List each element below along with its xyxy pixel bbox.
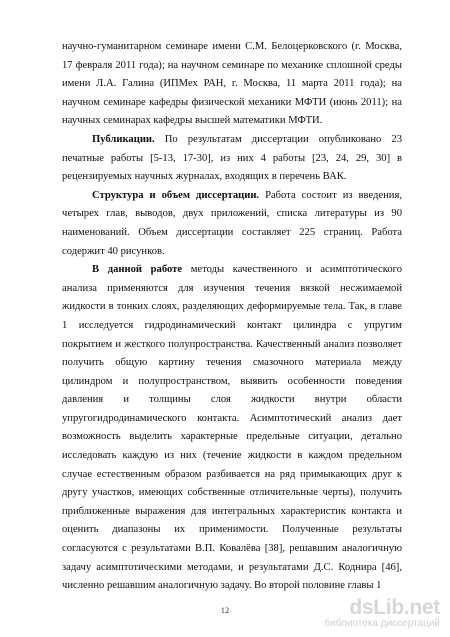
paragraph-structure-text: Работа состоит из введения, четырех глав, выводов, двух приложений, списка литературы из 90 наименований. Объем диссертации составляет 225 страниц. Работа содержит 40 рисунков.: [62, 189, 402, 257]
paragraph-publications-text: По результатам диссертации опубликовано 23 печатные работы [5-13, 17-30], из них 4 работы [23, 24, 29, 30] в рецензируемых научных журналах, входящих в перечень ВАК.: [62, 133, 402, 183]
paragraph-this-work-heading: В данной работе: [92, 264, 183, 276]
page-number: 12: [220, 605, 230, 615]
dslib-watermark: [322, 597, 440, 633]
paragraph-structure: [62, 187, 402, 261]
paragraph-publications-heading: Публикации.: [92, 133, 155, 145]
paragraph-seminars-text: научно-гуманитарном семинаре имени С.М. Белоцерковского (г. Москва, 17 февраля 2011 года); на научном семинаре по механике сплошной среды имени Л.А. Галина (ИПМех РАН, г. Москва, 11 марта 2011 года); на научном семинаре кафедры физической механики МФТИ (июнь 2011); на научных семинарах кафедры высшей математики МФТИ.: [62, 41, 402, 127]
paragraph-this-work-text: методы качественного и асимптотического анализа применяются для изучения течения вязкой несжимаемой жидкости в тонких слоях, разделяющих деформируемые тела. Так, в главе 1 исследуется гидродинамический контакт цилиндра с упругим покрытием и жесткого полупространства. Качественный анализ позволяет получить общую картину течения смазочного материала между цилиндром и полупространством, выявить особенности поведения давления и толщины слоя жидкости внутри области упругогидродинамического контакта. Асимптотический анализ дает возможность выделить характерные предельные ситуации, детально исследовать каждую из них (течение жидкости в каждом предельном случае естественным образом разбивается на ряд примыкающих друг к другу участков, имеющих собственные отличительные черты), получить приближенные выражения для интегральных характеристик контакта и оценить диапазоны их применимости. Полученные результаты согласуются с результатами В.П. Ковалёва [38], решавшим аналогичную задачу асимптотическими методами, и результатами Д.С. Коднира [46], численно решавшим аналогичную задачу. Во второй половине главы 1: [62, 264, 402, 592]
watermark-logo-text: dsLib.net: [349, 596, 440, 619]
paragraph-structure-heading: Структура и объем диссертации.: [92, 189, 260, 201]
paragraph-seminars: [62, 38, 402, 131]
watermark-subtitle: библиотека диссертаций: [324, 618, 440, 629]
document-page: [62, 38, 402, 596]
paragraph-publications: [62, 131, 402, 187]
paragraph-this-work: [62, 261, 402, 596]
